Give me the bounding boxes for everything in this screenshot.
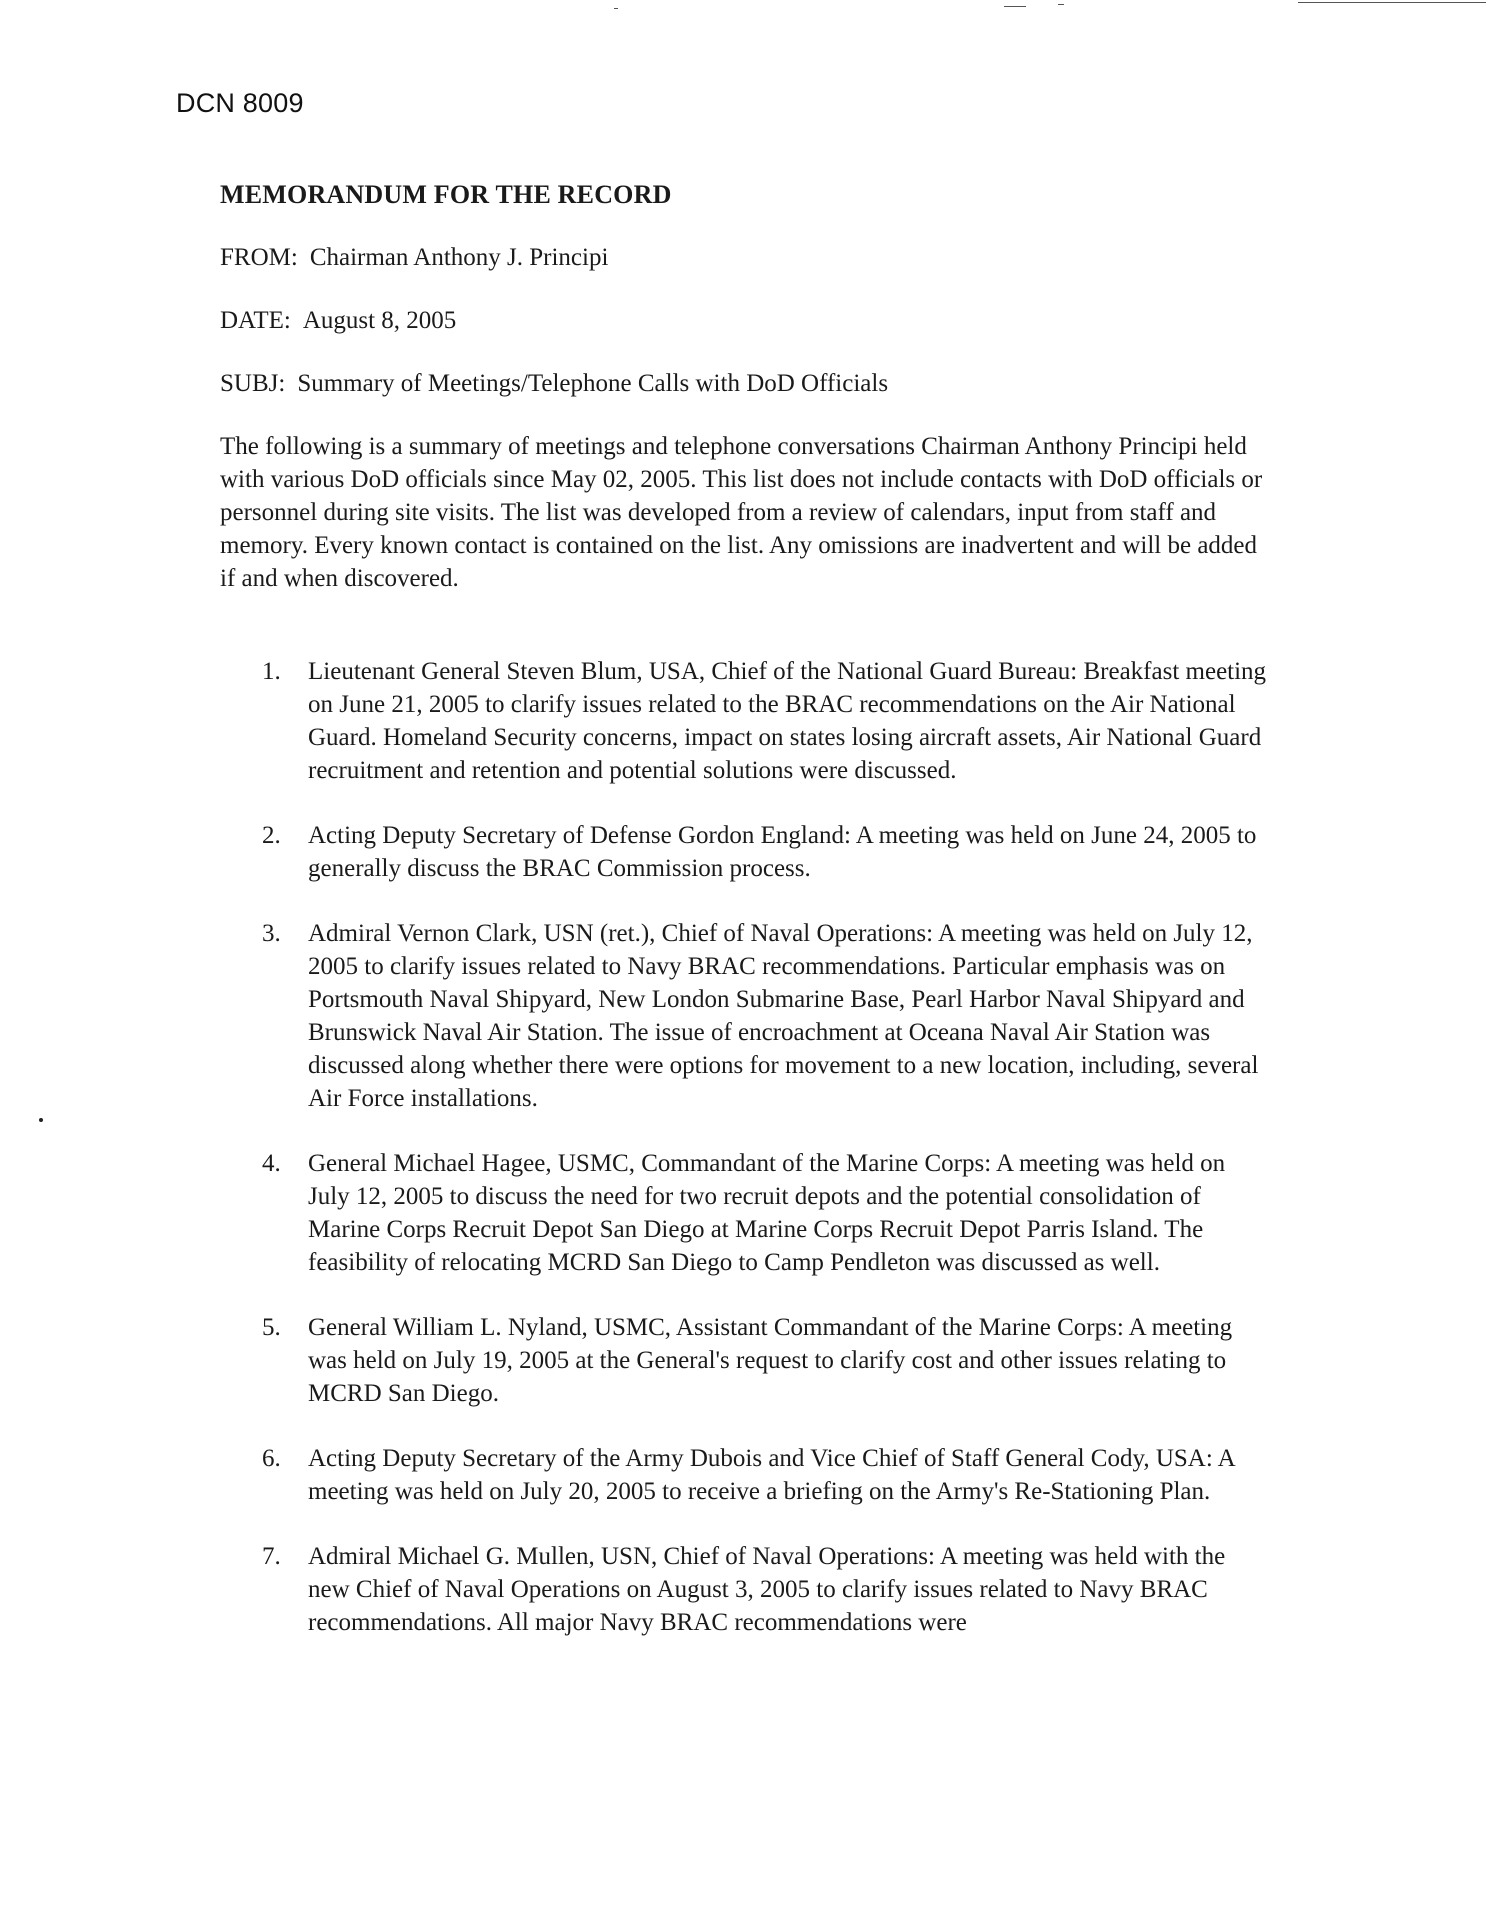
date-value: August 8, 2005 — [302, 307, 457, 334]
list-item — [220, 1311, 1268, 1410]
list-item-text: Lieutenant General Steven Blum, USA, Chief of the National Guard Bureau: Breakfast meeting on June 21, 2005 to clarify issues related to the BRAC recommendations on the Air National Guard. Homeland Security concerns, impact on states losing aircraft assets, Air National Guard recruitment and retention and potential solutions were discussed. — [308, 658, 1267, 784]
list-item — [220, 917, 1268, 1115]
from-line — [220, 241, 1300, 274]
memo-title: MEMORANDUM FOR THE RECORD — [220, 180, 672, 209]
scan-mark — [1058, 4, 1064, 5]
list-item-number: 3. — [262, 920, 281, 947]
document-control-number: DCN 8009 — [176, 88, 304, 118]
scan-speck — [39, 1118, 43, 1122]
date-line — [220, 304, 1300, 337]
list-item-number: 5. — [262, 1314, 281, 1341]
meetings-list — [220, 655, 1300, 1639]
list-item-text: Admiral Michael G. Mullen, USN, Chief of Naval Operations: A meeting was held with the new Chief of Naval Operations on August 3, 2005 to clarify issues related to Navy BRAC recommendations. All major Navy BRAC recommendations were — [308, 1543, 1226, 1636]
memo-body — [220, 178, 1300, 1671]
scan-mark — [1298, 2, 1486, 3]
list-item-text: Acting Deputy Secretary of Defense Gordon England: A meeting was held on June 24, 2005 to generally discuss the BRAC Commission process. — [308, 822, 1257, 882]
list-item-number: 7. — [262, 1543, 281, 1570]
list-item-text: Admiral Vernon Clark, USN (ret.), Chief of Naval Operations: A meeting was held on July 12, 2005 to clarify issues related to Navy BRAC recommendations. Particular emphasis was on Portsmouth Naval Shipyard, New London Submarine Base, Pearl Harbor Naval Shipyard and Brunswick Naval Air Station. The issue of encroachment at Oceana Naval Air Station was discussed along whether there were options for movement to a new location, including, several Air Force installations. — [308, 920, 1259, 1112]
list-item-number: 6. — [262, 1445, 281, 1472]
from-value: Chairman Anthony J. Principi — [309, 244, 609, 271]
list-item — [220, 655, 1268, 787]
intro-paragraph: The following is a summary of meetings and telephone conversations Chairman Anthony Principi held with various DoD officials since May 02, 2005. This list does not include contacts with DoD officials or personnel during site visits. The list was developed from a review of calendars, input from staff and memory. Every known contact is contained on the list. Any omissions are inadvertent and will be added if and when discovered. — [220, 433, 1263, 592]
list-item-number: 1. — [262, 658, 281, 685]
list-item-text: General William L. Nyland, USMC, Assistant Commandant of the Marine Corps: A meeting was held on July 19, 2005 at the General's request to clarify cost and other issues relating to MCRD San Diego. — [308, 1314, 1233, 1407]
list-item — [220, 1147, 1268, 1279]
scan-mark — [1004, 6, 1026, 7]
list-item-text: Acting Deputy Secretary of the Army Dubois and Vice Chief of Staff General Cody, USA: A meeting was held on July 20, 2005 to receive a briefing on the Army's Re-Stationing Plan. — [308, 1445, 1235, 1505]
scan-edge-marks — [0, 0, 1500, 12]
list-item-text: General Michael Hagee, USMC, Commandant of the Marine Corps: A meeting was held on July 12, 2005 to discuss the need for two recruit depots and the potential consolidation of Marine Corps Recruit Depot San Diego at Marine Corps Recruit Depot Parris Island. The feasibility of relocating MCRD San Diego to Camp Pendleton was discussed as well. — [308, 1150, 1226, 1276]
date-label: DATE: — [220, 307, 291, 334]
list-item — [220, 1442, 1268, 1508]
from-label: FROM: — [220, 244, 298, 271]
subject-label: SUBJ: — [220, 370, 286, 397]
list-item — [220, 819, 1268, 885]
subject-line — [220, 367, 1300, 400]
subject-value: Summary of Meetings/Telephone Calls with DoD Officials — [297, 370, 889, 397]
scan-mark — [614, 8, 618, 9]
list-item-number: 2. — [262, 822, 281, 849]
list-item — [220, 1540, 1268, 1639]
list-item-number: 4. — [262, 1150, 281, 1177]
